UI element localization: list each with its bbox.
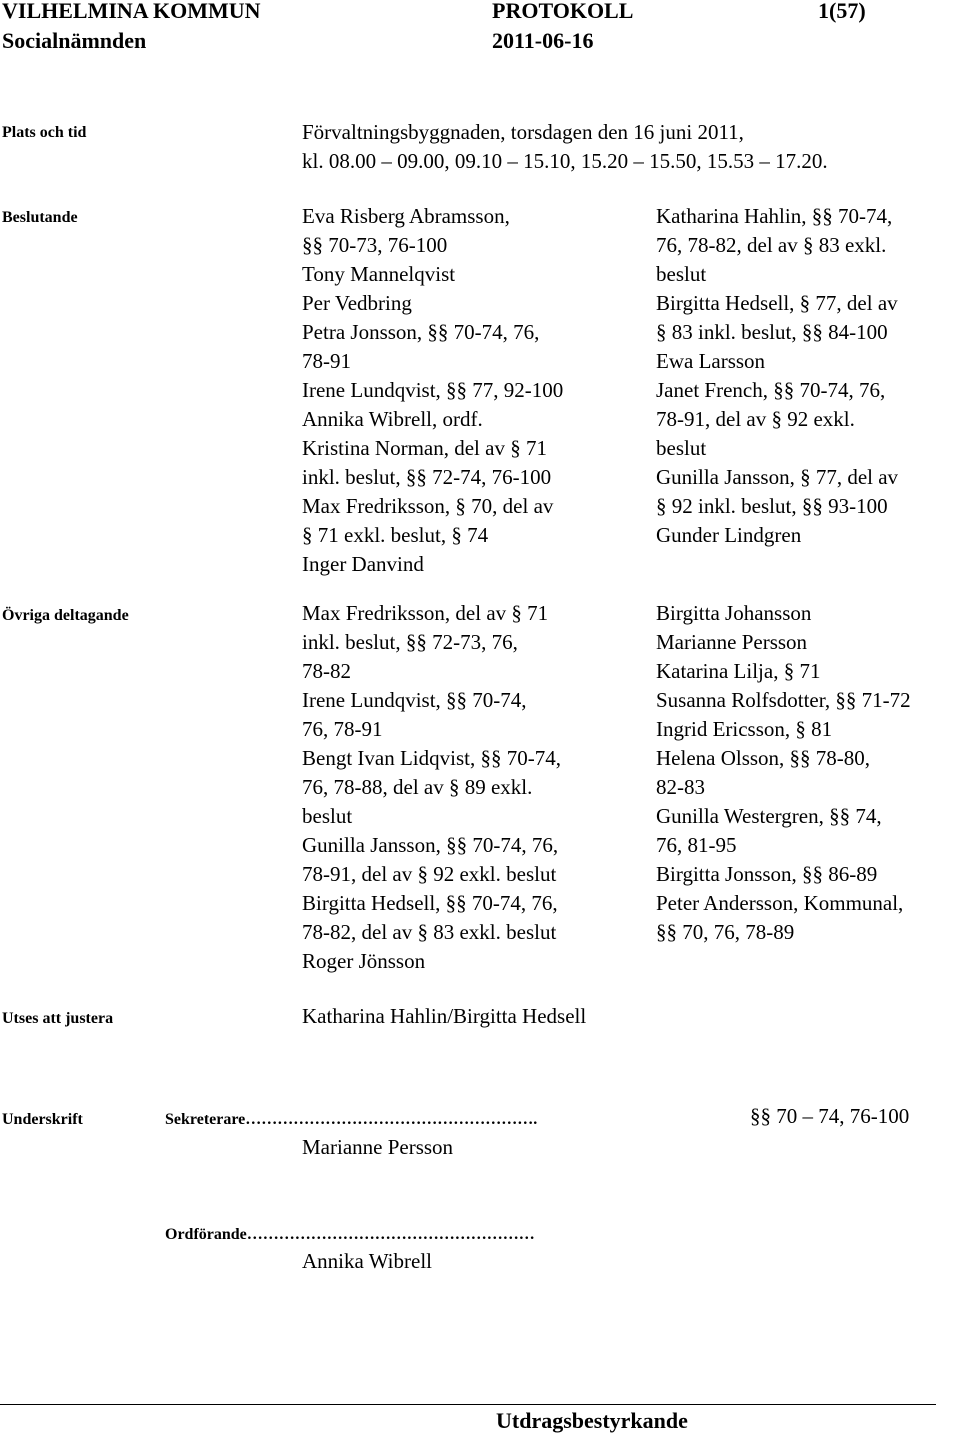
meeting-date: 2011-06-16 xyxy=(492,28,594,53)
place-time-line: Förvaltningsbyggnaden, torsdagen den 16 juni 2011, xyxy=(302,120,744,144)
list-line: 78-82 xyxy=(302,659,351,683)
list-line: Annika Wibrell, ordf. xyxy=(302,407,483,431)
list-line: 76, 78-91 xyxy=(302,717,383,741)
list-line: Gunilla Jansson, §§ 70-74, 76, xyxy=(302,833,559,857)
footer-divider xyxy=(0,1404,936,1405)
beslutande-right-list xyxy=(656,202,898,550)
list-line: Max Fredriksson, del av § 71 xyxy=(302,601,549,625)
list-line: Per Vedbring xyxy=(302,291,412,315)
justera-label: Utses att justera xyxy=(2,1010,114,1027)
list-line: beslut xyxy=(656,436,707,460)
list-line: Ingrid Ericsson, § 81 xyxy=(656,717,833,741)
chair-signature-line: Ordförande……………………………………………… xyxy=(165,1226,535,1243)
place-time-text xyxy=(302,118,828,176)
beslutande-left-list xyxy=(302,202,563,579)
list-line: Irene Lundqvist, §§ 77, 92-100 xyxy=(302,378,564,402)
list-line: Inger Danvind xyxy=(302,552,424,576)
list-line: Birgitta Jonsson, §§ 86-89 xyxy=(656,862,878,886)
list-line: Susanna Rolfsdotter, §§ 71-72 xyxy=(656,688,911,712)
place-time-line: kl. 08.00 – 09.00, 09.10 – 15.10, 15.20 – 15.50, 15.53 – 17.20. xyxy=(302,149,828,173)
document-type: PROTOKOLL xyxy=(492,0,634,23)
list-line: Janet French, §§ 70-74, 76, xyxy=(656,378,886,402)
list-line: 78-91, del av § 92 exkl. beslut xyxy=(302,862,557,886)
list-line: inkl. beslut, §§ 72-74, 76-100 xyxy=(302,465,552,489)
place-time-label: Plats och tid xyxy=(2,124,87,141)
chair-name: Annika Wibrell xyxy=(302,1249,432,1273)
list-line: Tony Mannelqvist xyxy=(302,262,456,286)
list-line: 78-91 xyxy=(302,349,351,373)
list-line: §§ 70, 76, 78-89 xyxy=(656,920,795,944)
list-line: Roger Jönsson xyxy=(302,949,426,973)
list-line: § 83 inkl. beslut, §§ 84-100 xyxy=(656,320,888,344)
ovriga-left-list xyxy=(302,599,561,976)
ovriga-label: Övriga deltagande xyxy=(2,607,129,624)
committee-name: Socialnämnden xyxy=(2,28,147,53)
list-line: Max Fredriksson, § 70, del av xyxy=(302,494,554,518)
list-line: 76, 78-82, del av § 83 exkl. xyxy=(656,233,887,257)
list-line: Irene Lundqvist, §§ 70-74, xyxy=(302,688,527,712)
page-number: 1(57) xyxy=(818,0,866,23)
signature-paragraphs: §§ 70 – 74, 76-100 xyxy=(750,1104,910,1128)
list-line: Birgitta Johansson xyxy=(656,601,812,625)
list-line: inkl. beslut, §§ 72-73, 76, xyxy=(302,630,518,654)
secretary-name: Marianne Persson xyxy=(302,1135,454,1159)
footer-title: Utdragsbestyrkande xyxy=(496,1408,688,1433)
list-line: Birgitta Hedsell, § 77, del av xyxy=(656,291,898,315)
list-line: Marianne Persson xyxy=(656,630,808,654)
list-line: Bengt Ivan Lidqvist, §§ 70-74, xyxy=(302,746,561,770)
list-line: § 92 inkl. beslut, §§ 93-100 xyxy=(656,494,888,518)
list-line: Gunder Lindgren xyxy=(656,523,802,547)
list-line: Katarina Lilja, § 71 xyxy=(656,659,821,683)
list-line: Gunilla Jansson, § 77, del av xyxy=(656,465,899,489)
list-line: 82-83 xyxy=(656,775,705,799)
list-line: Petra Jonsson, §§ 70-74, 76, xyxy=(302,320,540,344)
list-line: beslut xyxy=(656,262,707,286)
list-line: Birgitta Hedsell, §§ 70-74, 76, xyxy=(302,891,558,915)
list-line: 78-82, del av § 83 exkl. beslut xyxy=(302,920,557,944)
list-line: 76, 81-95 xyxy=(656,833,737,857)
list-line: Gunilla Westergren, §§ 74, xyxy=(656,804,882,828)
list-line: Peter Andersson, Kommunal, xyxy=(656,891,904,915)
list-line: § 71 exkl. beslut, § 74 xyxy=(302,523,489,547)
list-line: §§ 70-73, 76-100 xyxy=(302,233,448,257)
ovriga-right-list xyxy=(656,599,911,947)
municipality-name: VILHELMINA KOMMUN xyxy=(2,0,261,23)
list-line: 76, 78-88, del av § 89 exkl. xyxy=(302,775,533,799)
list-line: Kristina Norman, del av § 71 xyxy=(302,436,547,460)
justera-value: Katharina Hahlin/Birgitta Hedsell xyxy=(302,1004,587,1028)
signature-label: Underskrift xyxy=(2,1111,83,1128)
list-line: beslut xyxy=(302,804,353,828)
beslutande-label: Beslutande xyxy=(2,209,78,226)
secretary-signature-line: Sekreterare………………………………………………. xyxy=(165,1111,538,1128)
list-line: Eva Risberg Abramsson, xyxy=(302,204,510,228)
list-line: Helena Olsson, §§ 78-80, xyxy=(656,746,871,770)
list-line: 78-91, del av § 92 exkl. xyxy=(656,407,855,431)
list-line: Ewa Larsson xyxy=(656,349,766,373)
list-line: Katharina Hahlin, §§ 70-74, xyxy=(656,204,893,228)
